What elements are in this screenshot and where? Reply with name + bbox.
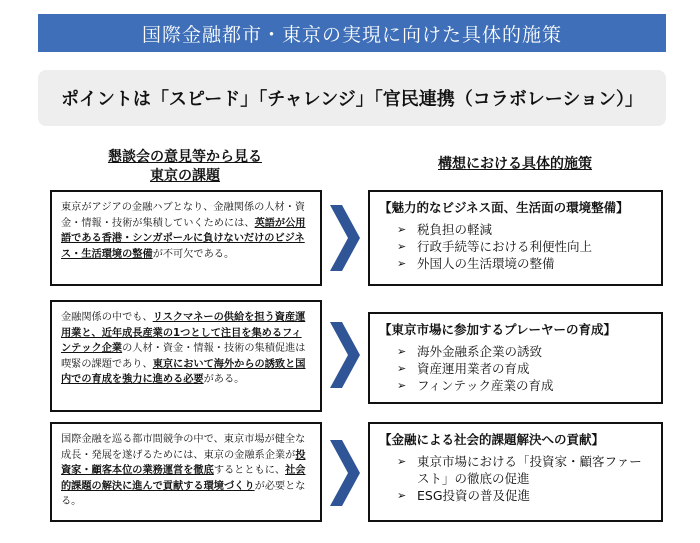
issue-box-1 xyxy=(50,190,322,286)
issue-2-text-1: 金融関係の中でも、 xyxy=(61,312,153,323)
right-heading-text: 構想における具体的施策 xyxy=(438,156,592,172)
chevron-right-icon xyxy=(330,440,360,506)
list-item: ➢ 資産運用業者の育成 xyxy=(397,360,652,377)
issue-2-text-5: がある。 xyxy=(203,374,245,385)
measure-box-1 xyxy=(368,190,663,286)
issue-3-text-1: 国際金融を巡る都市間競争の中で、東京市場が健全な成長・発展を遂げるためには、東京の金融系企業が xyxy=(61,434,306,461)
measure-1-title: 【魅力的なビジネス面、生活面の環境整備】 xyxy=(379,200,629,215)
list-item: ➢ 税負担の軽減 xyxy=(397,221,652,238)
page-title: 国際金融都市・東京の実現に向けた具体的施策 xyxy=(38,14,666,52)
issue-1-text-2: 英語が公用語である香港・シンガポールに負けないだけのビジネス・生活環境の整備 xyxy=(61,217,306,260)
issue-3-text-5: が必要となる。 xyxy=(61,480,306,507)
issue-box-3 xyxy=(50,422,322,522)
right-column-heading xyxy=(370,155,660,174)
measure-2-list xyxy=(379,343,652,394)
list-item: ➢ フィンテック産業の育成 xyxy=(397,377,652,394)
left-heading-line-2: 東京の課題 xyxy=(150,168,220,184)
left-heading-line-1: 懇談会の意見等から見る xyxy=(108,149,262,165)
measure-box-2 xyxy=(368,312,663,404)
list-item: ➢ ESG投資の普及促進 xyxy=(397,487,652,504)
issue-3-text-2: 投資家・顧客本位の業務運営を徹底 xyxy=(61,449,306,476)
issue-3-text-4: 社会的課題の解決に進んで貢献する環境づくり xyxy=(61,465,306,492)
issue-1-text-3: が不可欠である。 xyxy=(152,248,235,260)
list-item: ➢ 行政手続等における利便性向上 xyxy=(397,238,652,255)
left-column-heading xyxy=(60,148,310,186)
list-item: ➢ 外国人の生活環境の整備 xyxy=(397,255,652,272)
issue-2-text-4: 東京において海外からの誘致と国内での育成を強力に進める必要 xyxy=(61,358,306,385)
measure-2-title: 【東京市場に参加するプレーヤーの育成】 xyxy=(379,322,617,337)
chevron-right-icon xyxy=(330,205,360,271)
issue-box-2 xyxy=(50,300,322,412)
measure-3-list xyxy=(379,453,652,504)
issue-3-text-3: するとともに、 xyxy=(213,465,286,476)
list-item: ➢ 海外金融系企業の誘致 xyxy=(397,343,652,360)
issue-2-text-2: リスクマネーの供給を担う資産運用業と、近年成長産業の1つとして注目を集めるフィンテック企業 xyxy=(61,312,306,354)
chevron-right-icon xyxy=(330,322,360,388)
issue-2-text-3: の人材・資金・情報・技術の集積促進は喫緊の課題であり、 xyxy=(61,343,306,370)
measure-box-3 xyxy=(368,422,663,522)
list-item: ➢ 東京市場における「投資家・顧客ファースト」の徹底の促進 xyxy=(397,453,652,487)
issue-1-text-1: 東京がアジアの金融ハブとなり、金融関係の人材・資金・情報・技術が集積していくためには、 xyxy=(61,202,306,229)
measure-3-title: 【金融による社会的課題解決への貢献】 xyxy=(379,432,605,447)
point-banner: ポイントは「スピード」「チャレンジ」「官民連携（コラボレーション）」 xyxy=(38,70,666,126)
measure-1-list xyxy=(379,221,652,272)
